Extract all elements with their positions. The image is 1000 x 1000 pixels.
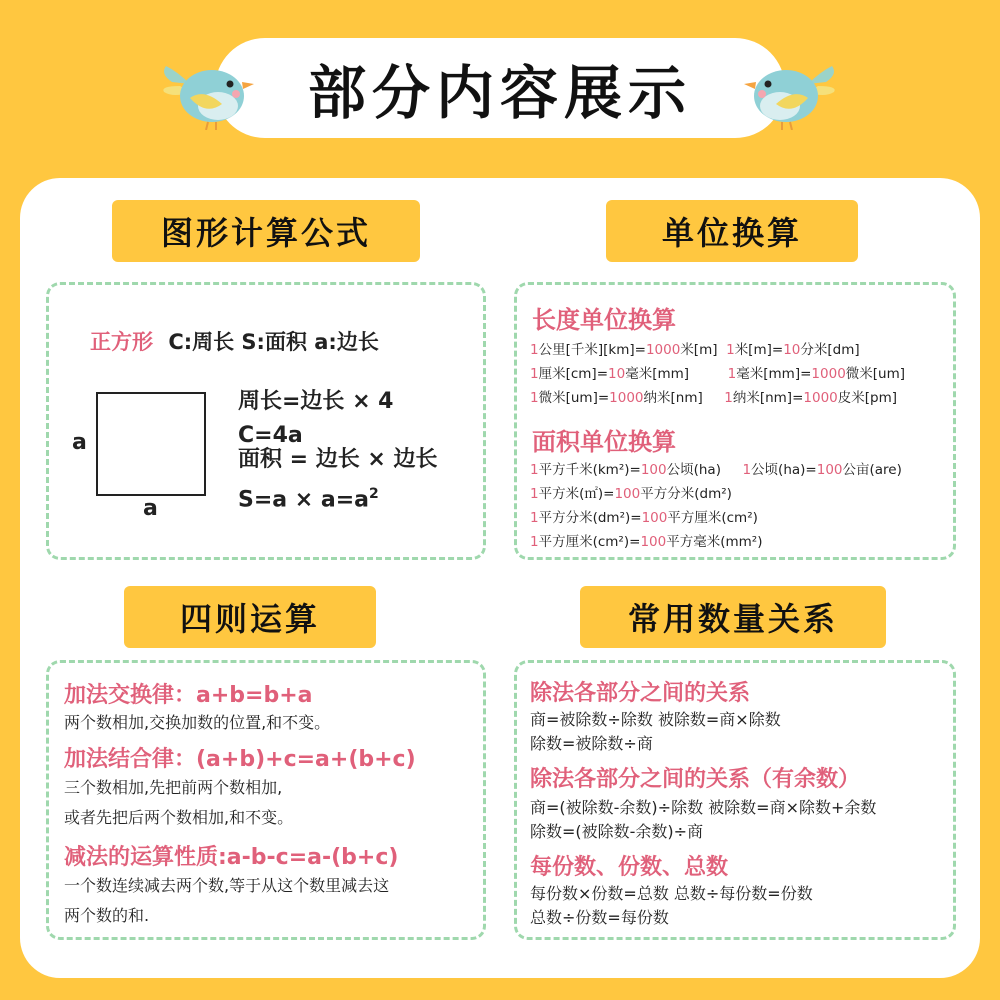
rule3-desc-2: 两个数的和. [64, 906, 150, 925]
unit-number: 1 [742, 462, 752, 478]
unit-text: 公亩(are) [842, 462, 902, 478]
rule3-title: 减法的运算性质:a-b-c=a-(b+c) [64, 845, 399, 870]
area-title: 面积单位换算 [532, 428, 676, 456]
unit-text: 平方分米(dm²) [640, 486, 732, 502]
shape-header [90, 326, 379, 356]
area-conversion-line [530, 458, 902, 482]
side-label-bottom: a [143, 496, 158, 521]
shape-name: 正方形 [90, 330, 153, 354]
unit-text: 厘米[cm]= [538, 366, 609, 382]
length-lines [530, 338, 905, 410]
area-conversion-line [530, 482, 902, 506]
div-line-2: 除数=被除数÷商 [530, 734, 653, 753]
unit-text: 平方厘米(cm²) [667, 510, 758, 526]
unit-number: 1 [724, 390, 733, 406]
unit-number: 100 [640, 462, 667, 478]
unit-number: 100 [640, 534, 667, 550]
unit-text: 毫米[mm] [625, 366, 690, 382]
rule2-desc-2: 或者先把后两个数相加,和不变。 [64, 808, 294, 827]
length-conversion-line [530, 338, 905, 362]
unit-number: 1 [530, 390, 539, 406]
formula-perimeter: 周长=边长 × 4 [238, 389, 394, 414]
unit-number: 1 [530, 462, 539, 478]
spacer [721, 462, 742, 478]
area-conversion-line [530, 506, 902, 530]
spacer [703, 390, 724, 406]
unit-number: 1000 [811, 366, 846, 382]
section-label-units: 单位换算 [606, 200, 858, 262]
unit-number: 1000 [645, 342, 681, 358]
unit-number: 1 [530, 366, 539, 382]
rule3-desc-1: 一个数连续减去两个数,等于从这个数里减去这 [64, 876, 390, 895]
unit-text: 公顷(ha) [666, 462, 721, 478]
area-conversion-line [530, 530, 902, 554]
unit-text: 平方分米(dm²)= [538, 510, 642, 526]
length-conversion-line [530, 362, 905, 386]
unit-number: 100 [614, 486, 641, 502]
side-label-left: a [72, 430, 87, 455]
each-title: 每份数、份数、总数 [530, 855, 729, 880]
formula-s [238, 477, 379, 517]
formula-c: C=4a [238, 423, 303, 448]
title-banner [215, 38, 785, 138]
unit-text: 平方米(㎡)= [538, 486, 615, 502]
page-title: 部分内容展示 [307, 59, 692, 127]
rem-line-2: 除数=(被除数-余数)÷商 [530, 822, 704, 841]
section-label-relations: 常用数量关系 [580, 586, 886, 648]
unit-number: 10 [783, 342, 801, 358]
formula-s-main: S=a × a=a [238, 487, 370, 513]
unit-text: 毫米[mm]= [736, 366, 812, 382]
bird-icon [742, 52, 838, 130]
unit-number: 1000 [803, 390, 838, 406]
unit-number: 100 [816, 462, 843, 478]
unit-number: 1 [727, 366, 737, 382]
unit-text: 平方千米(km²)= [538, 462, 641, 478]
section-label-arith: 四则运算 [124, 586, 376, 648]
each-line-1: 每份数×份数=总数 总数÷每份数=份数 [530, 884, 813, 903]
unit-text: 微米[um] [845, 366, 906, 382]
unit-text: 平方毫米(mm²) [666, 534, 763, 550]
rule1-desc: 两个数相加,交换加数的位置,和不变。 [64, 713, 331, 732]
rule1-title: 加法交换律：a+b=b+a [64, 683, 313, 708]
unit-number: 10 [608, 366, 626, 382]
rule2-title: 加法结合律：(a+b)+c=a+(b+c) [64, 747, 416, 772]
bird-icon [160, 52, 256, 130]
spacer [718, 342, 727, 358]
spacer [689, 366, 728, 382]
rule2-desc-1: 三个数相加,先把前两个数相加, [64, 778, 283, 797]
formula-area: 面积 = 边长 × 边长 [238, 447, 438, 472]
length-conversion-line [530, 386, 905, 410]
unit-number: 100 [641, 510, 668, 526]
section-label-shape: 图形计算公式 [112, 200, 420, 262]
unit-number: 1 [530, 510, 539, 526]
unit-number: 1 [530, 534, 539, 550]
rem-line-1: 商=(被除数-余数)÷除数 被除数=商×除数+余数 [530, 798, 877, 817]
unit-text: 公里[千米][km]= [538, 342, 646, 358]
unit-number: 1 [530, 342, 539, 358]
square-shape [96, 392, 206, 496]
length-title: 长度单位换算 [532, 306, 676, 334]
unit-text: 米[m] [680, 342, 718, 358]
formula-s-sup: 2 [369, 486, 379, 502]
each-line-2: 总数÷份数=每份数 [530, 908, 669, 927]
unit-text: 纳米[nm]= [732, 390, 804, 406]
unit-text: 皮米[pm] [837, 390, 898, 406]
unit-text: 平方厘米(cm²)= [538, 534, 641, 550]
rem-title: 除法各部分之间的关系（有余数） [530, 767, 861, 792]
shape-legend: C:周长 S:面积 a:边长 [168, 330, 379, 354]
unit-text: 分米[dm] [800, 342, 860, 358]
div-line-1: 商=被除数÷除数 被除数=商×除数 [530, 710, 781, 729]
unit-number: 1000 [609, 390, 644, 406]
div-title: 除法各部分之间的关系 [530, 681, 751, 706]
unit-text: 纳米[nm] [643, 390, 703, 406]
unit-number: 1 [530, 486, 539, 502]
unit-text: 公顷(ha)= [751, 462, 817, 478]
area-lines [530, 458, 902, 554]
unit-text: 米[m]= [734, 342, 784, 358]
unit-number: 1 [726, 342, 735, 358]
unit-text: 微米[um]= [538, 390, 610, 406]
